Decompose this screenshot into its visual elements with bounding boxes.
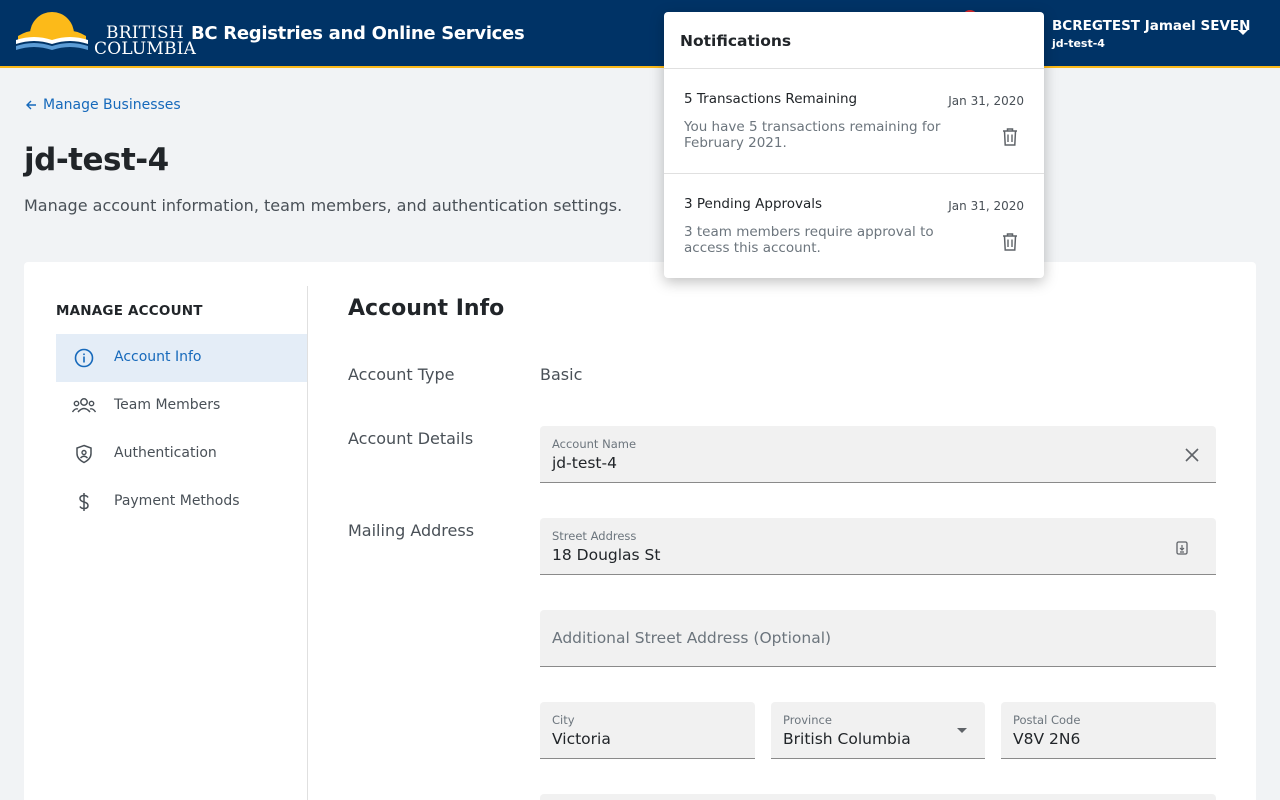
shield-icon: [74, 444, 94, 464]
app-header: [0, 0, 1280, 68]
notifications-panel: [664, 12, 1044, 278]
notification-title: 5 Transactions Remaining: [684, 91, 858, 107]
notification-date: Jan 31, 2020: [948, 94, 1024, 108]
logo-wordmark: [94, 23, 197, 59]
sidebar-item-authentication[interactable]: [56, 430, 307, 478]
city-label: City: [552, 713, 575, 727]
street-address-field[interactable]: [540, 518, 1216, 575]
account-settings-card: [24, 262, 1256, 800]
trash-icon[interactable]: [1001, 232, 1019, 252]
city-input[interactable]: Victoria: [552, 730, 611, 748]
chevron-down-icon: [957, 728, 967, 733]
additional-street-address-placeholder: Additional Street Address (Optional): [552, 629, 832, 647]
account-type-label: Account Type: [348, 365, 455, 384]
logo-line-british: BRITISH: [106, 23, 184, 43]
notification-date: Jan 31, 2020: [948, 199, 1024, 213]
city-field[interactable]: [540, 702, 755, 759]
address-lookup-icon[interactable]: [1176, 541, 1188, 555]
sidebar-item-account-info[interactable]: [56, 334, 307, 382]
sidebar-item-team-members[interactable]: [56, 382, 307, 430]
back-link-label: Manage Businesses: [43, 97, 181, 113]
province-label: Province: [783, 713, 832, 727]
postal-code-field[interactable]: [1001, 702, 1216, 759]
account-name-input[interactable]: jd-test-4: [552, 454, 617, 472]
team-icon: [72, 396, 96, 416]
sidebar-item-label: Team Members: [114, 397, 221, 413]
sidebar-item-label: Payment Methods: [114, 493, 240, 509]
bc-sun-logo-icon: [14, 10, 90, 54]
close-icon[interactable]: [1185, 448, 1199, 462]
notification-item[interactable]: [664, 69, 1044, 173]
province-value: British Columbia: [783, 730, 911, 748]
app-title[interactable]: BC Registries and Online Services: [191, 23, 525, 44]
street-address-label: Street Address: [552, 529, 637, 543]
sidebar-divider: [307, 286, 308, 800]
postal-code-label: Postal Code: [1013, 713, 1081, 727]
next-field-partial[interactable]: [540, 794, 1216, 800]
sidebar-item-label: Authentication: [114, 445, 217, 461]
province-select[interactable]: [771, 702, 985, 759]
account-details-label: Account Details: [348, 429, 474, 448]
bc-logo[interactable]: [14, 10, 197, 59]
notification-body: You have 5 transactions remaining for February 2021.: [684, 119, 941, 151]
sidebar-item-payment-methods[interactable]: [56, 478, 307, 526]
notification-item[interactable]: [664, 174, 1044, 278]
user-menu[interactable]: [1050, 16, 1280, 56]
info-icon: [74, 348, 94, 368]
arrow-left-icon: [25, 99, 37, 111]
back-to-manage-businesses-link[interactable]: [25, 97, 181, 113]
notifications-title: Notifications: [680, 32, 792, 50]
postal-code-input[interactable]: V8V 2N6: [1013, 730, 1081, 748]
page-subtitle: Manage account information, team members, and authentication settings.: [24, 196, 623, 215]
sidebar-item-label: Account Info: [114, 349, 202, 365]
additional-street-address-field[interactable]: [540, 610, 1216, 667]
mailing-address-label: Mailing Address: [348, 521, 475, 540]
account-name-field[interactable]: [540, 426, 1216, 483]
user-name: BCREGTEST Jamael SEVEN: [1052, 18, 1251, 34]
trash-icon[interactable]: [1001, 127, 1019, 147]
notification-body: 3 team members require approval to access this account.: [684, 224, 934, 256]
dollar-icon: [74, 492, 94, 512]
logo-line-columbia: COLUMBIA: [94, 39, 197, 59]
user-account-name: jd-test-4: [1052, 37, 1105, 50]
notification-title: 3 Pending Approvals: [684, 196, 823, 212]
caret-down-icon: [1238, 30, 1248, 35]
sidebar-heading: MANAGE ACCOUNT: [56, 303, 203, 319]
section-title: Account Info: [348, 296, 505, 321]
page-title: jd-test-4: [24, 142, 169, 178]
account-type-value: Basic: [540, 365, 583, 384]
account-name-label: Account Name: [552, 437, 637, 451]
street-address-input[interactable]: 18 Douglas St: [552, 546, 661, 564]
